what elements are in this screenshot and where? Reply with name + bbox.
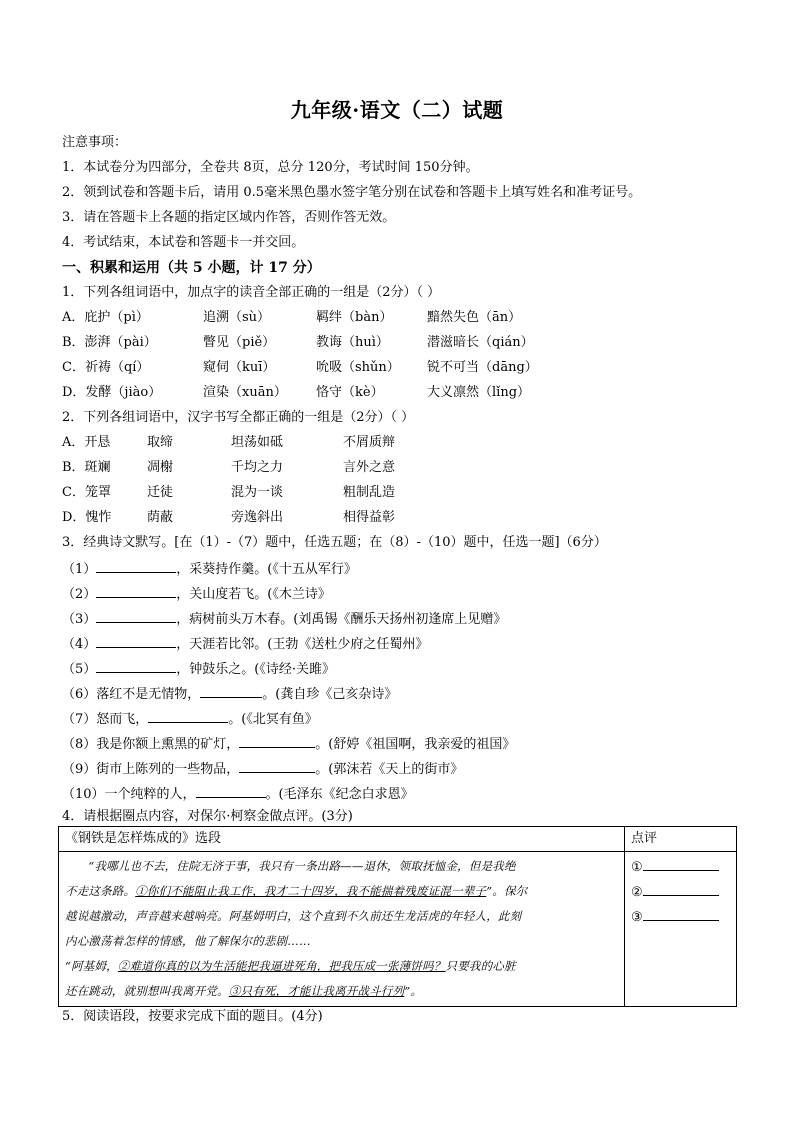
item-suffix: ，病树前头万木春。(刘禹锡《酬乐天扬州初逢席上见赠》 <box>176 612 507 627</box>
q1-option-a-word: 黯然失色（ān） <box>427 310 522 325</box>
item-prefix: （9）街市上陈列的一些物品， <box>62 762 240 777</box>
item-prefix: （3） <box>62 612 97 627</box>
q2-option-b-word: 言外之意 <box>343 460 396 475</box>
q1-option-b-word: 潜滋暗长（qián） <box>427 335 534 350</box>
passage-segment: 只要我的心脏 <box>445 959 516 973</box>
q2-option-c-word: 混为一谈 <box>231 485 284 500</box>
comment-line <box>631 881 732 906</box>
q1-option-b-word: 瞥见（piě） <box>203 335 276 350</box>
comment-blank[interactable] <box>643 881 719 896</box>
item-suffix: ，天涯若比邻。(王勃《送杜少府之任蜀州》 <box>176 637 429 652</box>
comment-blank[interactable] <box>643 906 719 921</box>
answer-blank[interactable] <box>148 709 228 723</box>
q1-option-b-word: 教诲（huì） <box>316 335 389 350</box>
passage-segment: ”。保尔 <box>486 884 528 898</box>
passage-text <box>59 852 625 1007</box>
q1-option-d-word: 恪守（kè） <box>316 385 384 400</box>
recitation-item <box>62 634 428 654</box>
item-prefix: （2） <box>62 587 97 602</box>
commentary-table <box>58 826 737 1007</box>
comment-header: 点评 <box>625 827 737 852</box>
recitation-item <box>62 784 414 804</box>
q2-option-b: B．斑斓 <box>62 460 111 475</box>
answer-blank[interactable] <box>96 609 176 623</box>
item-prefix: （6）落红不是无情物， <box>62 687 201 702</box>
recitation-item <box>62 559 357 579</box>
recitation-item <box>62 759 463 779</box>
recitation-item <box>62 709 318 729</box>
item-suffix: 。(龚自珍《己亥杂诗》 <box>262 687 398 702</box>
item-prefix: （5） <box>62 662 97 677</box>
notice-item: 4．考试结束，本试卷和答题卡一并交回。 <box>62 235 305 250</box>
marked-sentence-3: ③只有死，才能让我离开战斗行列 <box>228 984 405 998</box>
q2-option-b-word: 千均之力 <box>231 460 284 475</box>
question-5-stem: 5．阅读语段，按要求完成下面的题目。(4分) <box>62 1009 323 1024</box>
q2-option-a-word: 不屑质辩 <box>343 435 396 450</box>
q1-option-a: A．庇护（pì） <box>62 310 149 325</box>
answer-blank[interactable] <box>96 634 176 648</box>
passage-line <box>65 979 619 1004</box>
passage-line <box>65 879 619 904</box>
item-prefix: （8）我是你额上熏黑的矿灯， <box>62 737 240 752</box>
item-prefix: （4） <box>62 637 97 652</box>
passage-header: 《钢铁是怎样炼成的》选段 <box>59 827 625 852</box>
passage-segment: ”。 <box>404 984 423 998</box>
marked-sentence-1: ①你们不能阻止我工作，我才二十四岁，我不能揣着残废证混一辈子 <box>135 884 487 898</box>
q2-option-a-word: 坦荡如砥 <box>231 435 284 450</box>
recitation-item <box>62 734 515 754</box>
q1-option-c-word: 吮吸（shǔn） <box>316 360 400 375</box>
answer-blank[interactable] <box>96 659 176 673</box>
q2-option-d: D．愧怍 <box>62 510 112 525</box>
item-prefix: （1） <box>62 562 97 577</box>
item-suffix: 。(郭沫若《天上的街市》 <box>315 762 464 777</box>
q2-option-a: A．开恳 <box>62 435 111 450</box>
passage-line <box>65 954 619 979</box>
comment-line <box>631 856 732 881</box>
item-suffix: 。(舒婷《祖国啊，我亲爱的祖国》 <box>315 737 516 752</box>
item-suffix: 。(《北冥有鱼》 <box>228 712 318 727</box>
q2-option-d-word: 荫蔽 <box>147 510 174 525</box>
q1-option-d-word: 大义凛然（lǐng） <box>427 385 531 400</box>
q1-option-c-word: 窥伺（kuī） <box>203 360 276 375</box>
comment-cells <box>625 852 737 1007</box>
q2-option-d-word: 旁逸斜出 <box>231 510 284 525</box>
recitation-item <box>62 584 331 604</box>
passage-segment: 还在跳动，就别想叫我离开党。 <box>65 984 229 998</box>
q1-option-d: D．发酵（jiào） <box>62 385 162 400</box>
circled-number: ③ <box>631 910 643 925</box>
item-suffix: ，采葵持作羹。(《十五从军行》 <box>176 562 357 577</box>
item-suffix: 。(毛泽东《纪念白求恩》 <box>265 787 414 802</box>
q2-option-d-word: 相得益彰 <box>343 510 396 525</box>
circled-number: ① <box>631 860 643 875</box>
passage-line: 越说越激动，声音越来越响亮。阿基姆明白，这个直到不久前还生龙活虎的年轻人，此刻 <box>65 909 522 923</box>
recitation-item <box>62 659 335 679</box>
marked-sentence-2: ②难道你真的以为生活能把我逼进死角，把我压成一张薄饼吗？ <box>117 959 446 973</box>
answer-blank[interactable] <box>239 734 315 748</box>
question-1-stem: 1．下列各组词语中，加点字的读音全部正确的一组是（2分）（ ） <box>62 285 441 300</box>
notice-item: 2．领到试卷和答题卡后，请用 0.5毫米黑色墨水签字笔分别在试卷和答题卡上填写姓名和准考证号。 <box>62 185 642 200</box>
item-suffix: ，钟鼓乐之。(《诗经·关雎》 <box>176 662 335 677</box>
passage-segment: “阿基姆， <box>65 959 118 973</box>
q1-option-a-word: 追溯（sù） <box>203 310 271 325</box>
section-heading: 一、积累和运用（共 5 小题，计 17 分） <box>62 260 321 276</box>
answer-blank[interactable] <box>239 759 315 773</box>
circled-number: ② <box>631 885 643 900</box>
answer-blank[interactable] <box>196 784 266 798</box>
comment-blank[interactable] <box>643 856 719 871</box>
q1-option-a-word: 羁绊（bàn） <box>316 310 393 325</box>
notice-item: 3．请在答题卡上各题的指定区域内作答，否则作答无效。 <box>62 210 396 225</box>
notice-item: 1．本试卷分为四部分，全卷共 8页，总分 120分，考试时间 150分钟。 <box>62 160 479 175</box>
page-title: 九年级·语文（二）试题 <box>290 98 504 122</box>
q1-option-c-word: 锐不可当（dāng） <box>427 360 538 375</box>
q2-option-c: C．笼罩 <box>62 485 111 500</box>
comment-line <box>631 906 732 931</box>
passage-segment: 不走这条路。 <box>65 884 136 898</box>
item-suffix: ，关山度若飞。(《木兰诗》 <box>176 587 331 602</box>
q2-option-a-word: 取缔 <box>147 435 174 450</box>
q2-option-c-word: 粗制乱造 <box>343 485 396 500</box>
q1-option-b: B．澎湃（pài） <box>62 335 157 350</box>
item-prefix: （7）怒而飞， <box>62 712 149 727</box>
q2-option-c-word: 迁徒 <box>147 485 174 500</box>
question-2-stem: 2．下列各组词语中，汉字书写全都正确的一组是（2分）（ ） <box>62 410 415 425</box>
passage-line: “我哪儿也不去，住院无济于事，我只有一条出路——退休，领取抚恤金，但是我绝 <box>65 859 516 873</box>
answer-blank[interactable] <box>96 559 176 573</box>
question-4-stem: 4．请根据圈点内容，对保尔·柯察金做点评。(3分) <box>62 809 353 824</box>
question-3-stem: 3．经典诗文默写。[在（1）-（7）题中，任选五题；在（8）-（10）题中，任选一题]（6分） <box>62 535 607 550</box>
q2-option-b-word: 凋榭 <box>147 460 174 475</box>
recitation-item <box>62 684 397 704</box>
item-prefix: （10）一个纯粹的人， <box>62 787 196 802</box>
answer-blank[interactable] <box>200 684 262 698</box>
passage-line: 内心激荡着怎样的情感，他了解保尔的悲剧…… <box>65 934 311 948</box>
answer-blank[interactable] <box>96 584 176 598</box>
q1-option-d-word: 渲染（xuān） <box>203 385 287 400</box>
notice-heading: 注意事项： <box>62 135 128 150</box>
q1-option-c: C．祈祷（qí） <box>62 360 150 375</box>
recitation-item <box>62 609 506 629</box>
